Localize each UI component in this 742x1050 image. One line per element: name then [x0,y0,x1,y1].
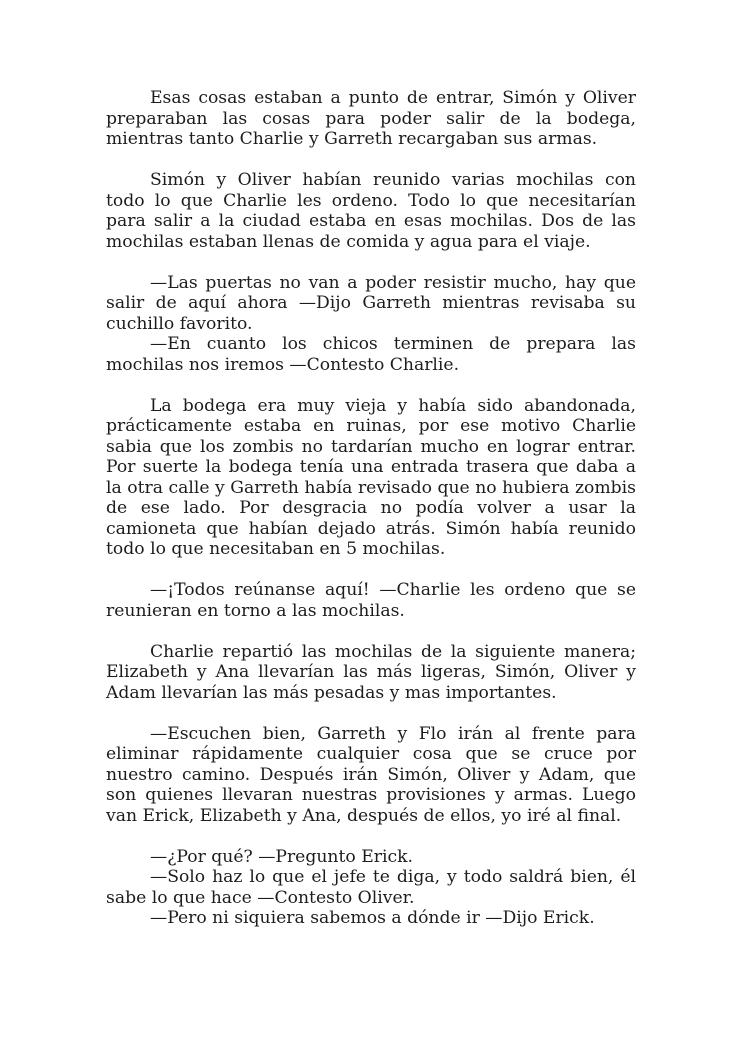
paragraph-11: —Pero ni siquiera sabemos a dónde ir —Dijo Erick. [150,908,595,928]
paragraph-1: Esas cosas estaban a punto de entrar, Simón y Oliver preparaban las cosas para poder salir de la bodega, mientras tanto Charlie y Garreth recargaban sus armas. [106,88,636,149]
paragraph-2: Simón y Oliver habían reunido varias mochilas con todo lo que Charlie les ordeno. Todo lo que necesitarían para salir a la ciudad estaba en esas mochilas. Dos de las mochilas estaban llenas de comida y agua para el viaje. [106,170,636,252]
paragraph-6: —¡Todos reúnanse aquí! —Charlie les ordeno que se reunieran en torno a las mochilas. [106,580,636,621]
paragraph-3: —Las puertas no van a poder resistir mucho, hay que salir de aquí ahora —Dijo Garreth mientras revisaba su cuchillo favorito. [106,272,636,334]
paragraph-7: Charlie repartió las mochilas de la siguiente manera; Elizabeth y Ana llevarían las más ligeras, Simón, Oliver y Adam llevarían las más pesadas y mas importantes. [106,641,636,703]
paragraph-4: —En cuanto los chicos terminen de prepara las mochilas nos iremos —Contesto Charlie. [106,334,636,375]
paragraph-5: La bodega era muy vieja y había sido abandonada, prácticamente estaba en ruinas, por ese motivo Charlie sabia que los zombis no tardarían mucho en lograr entrar. Por suerte la bodega tenía una entrada trasera que daba a la otra calle y Garreth había revisado que no hubiera zombis de ese lado. Por desgracia no podía volver a usar la camioneta que habían dejado atrás. Simón había reunido todo lo que necesitaban en 5 mochilas. [106,395,636,559]
paragraph-8: —Escuchen bien, Garreth y Flo irán al frente para eliminar rápidamente cualquier cosa que se cruce por nuestro camino. Después irán Simón, Oliver y Adam, que son quienes llevaran nuestras provisiones y armas. Luego van Erick, Elizabeth y Ana, después de ellos, yo iré al final. [106,723,636,826]
paragraph-10: —Solo haz lo que el jefe te diga, y todo saldrá bien, él sabe lo que hace —Contesto Oliver. [106,867,636,908]
paragraph-9: —¿Por qué? —Pregunto Erick. [150,846,413,867]
